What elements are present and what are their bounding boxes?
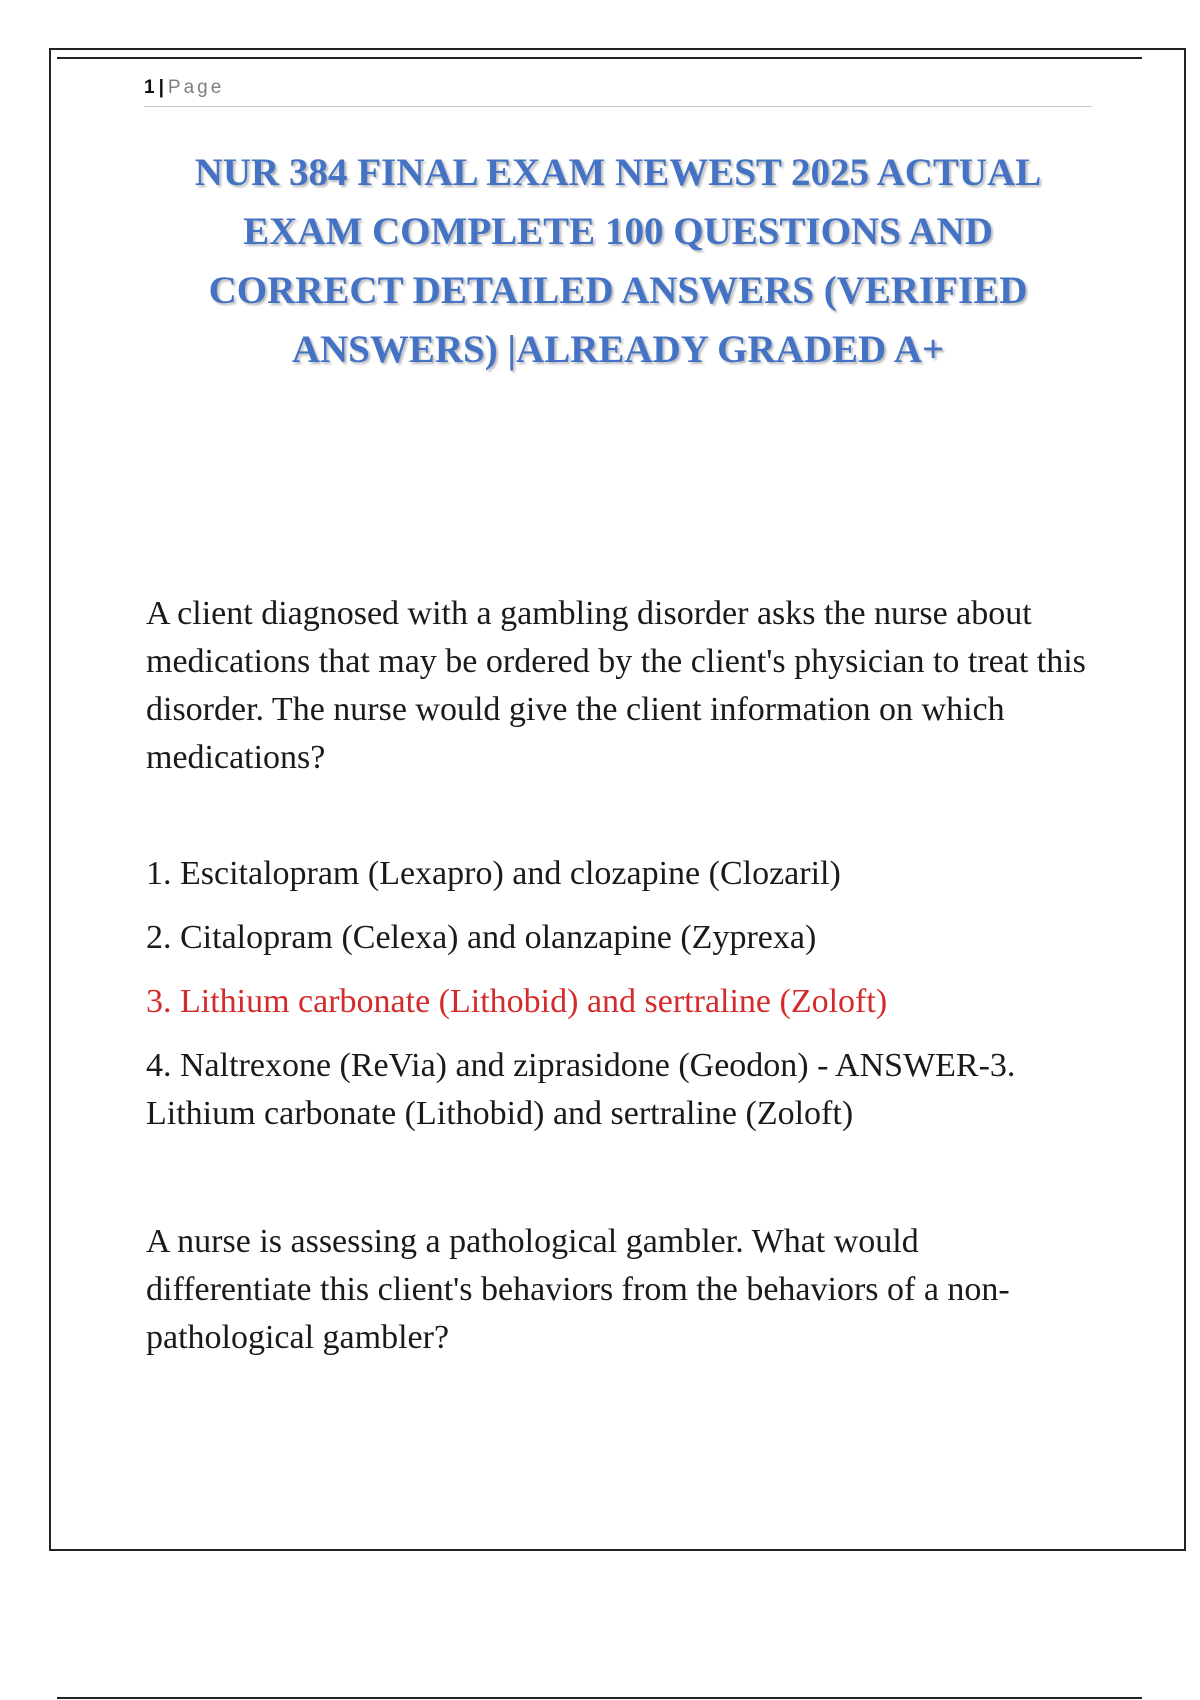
option-3-correct: 3. Lithium carbonate (Lithobid) and sertraline (Zoloft) bbox=[146, 983, 888, 1020]
question-2-text: A nurse is assessing a pathological gambler. What would differentiate this client's behaviors from the behaviors of a non-pathological gambler? bbox=[146, 1223, 1010, 1356]
page-top-rule bbox=[57, 57, 1142, 59]
question-1-text: A client diagnosed with a gambling disorder asks the nurse about medications that may be ordered by the client's physician to treat this disorder. The nurse would give the client information on which medications? bbox=[146, 595, 1086, 776]
page-bottom-rule bbox=[57, 1697, 1142, 1699]
page-separator: | bbox=[158, 77, 164, 98]
question-1-options bbox=[146, 850, 1091, 1138]
document-title: NUR 384 FINAL EXAM NEWEST 2025 ACTUAL EXAM COMPLETE 100 QUESTIONS AND CORRECT DETAILED ANSWERS (VERIFIED ANSWERS) |ALREADY GRADED A+ bbox=[194, 151, 1042, 371]
option-2: 2. Citalopram (Celexa) and olanzapine (Zyprexa) bbox=[146, 919, 817, 956]
option-4-with-answer: 4. Naltrexone (ReVia) and ziprasidone (Geodon) - ANSWER-3. Lithium carbonate (Lithobid) and sertraline (Zoloft) bbox=[146, 1047, 1016, 1132]
option-1: 1. Escitalopram (Lexapro) and clozapine (Clozaril) bbox=[146, 855, 841, 892]
page-number: 1 bbox=[144, 77, 155, 98]
document-body bbox=[146, 590, 1091, 1362]
page-header bbox=[144, 74, 1092, 107]
page-label: Page bbox=[167, 77, 225, 98]
